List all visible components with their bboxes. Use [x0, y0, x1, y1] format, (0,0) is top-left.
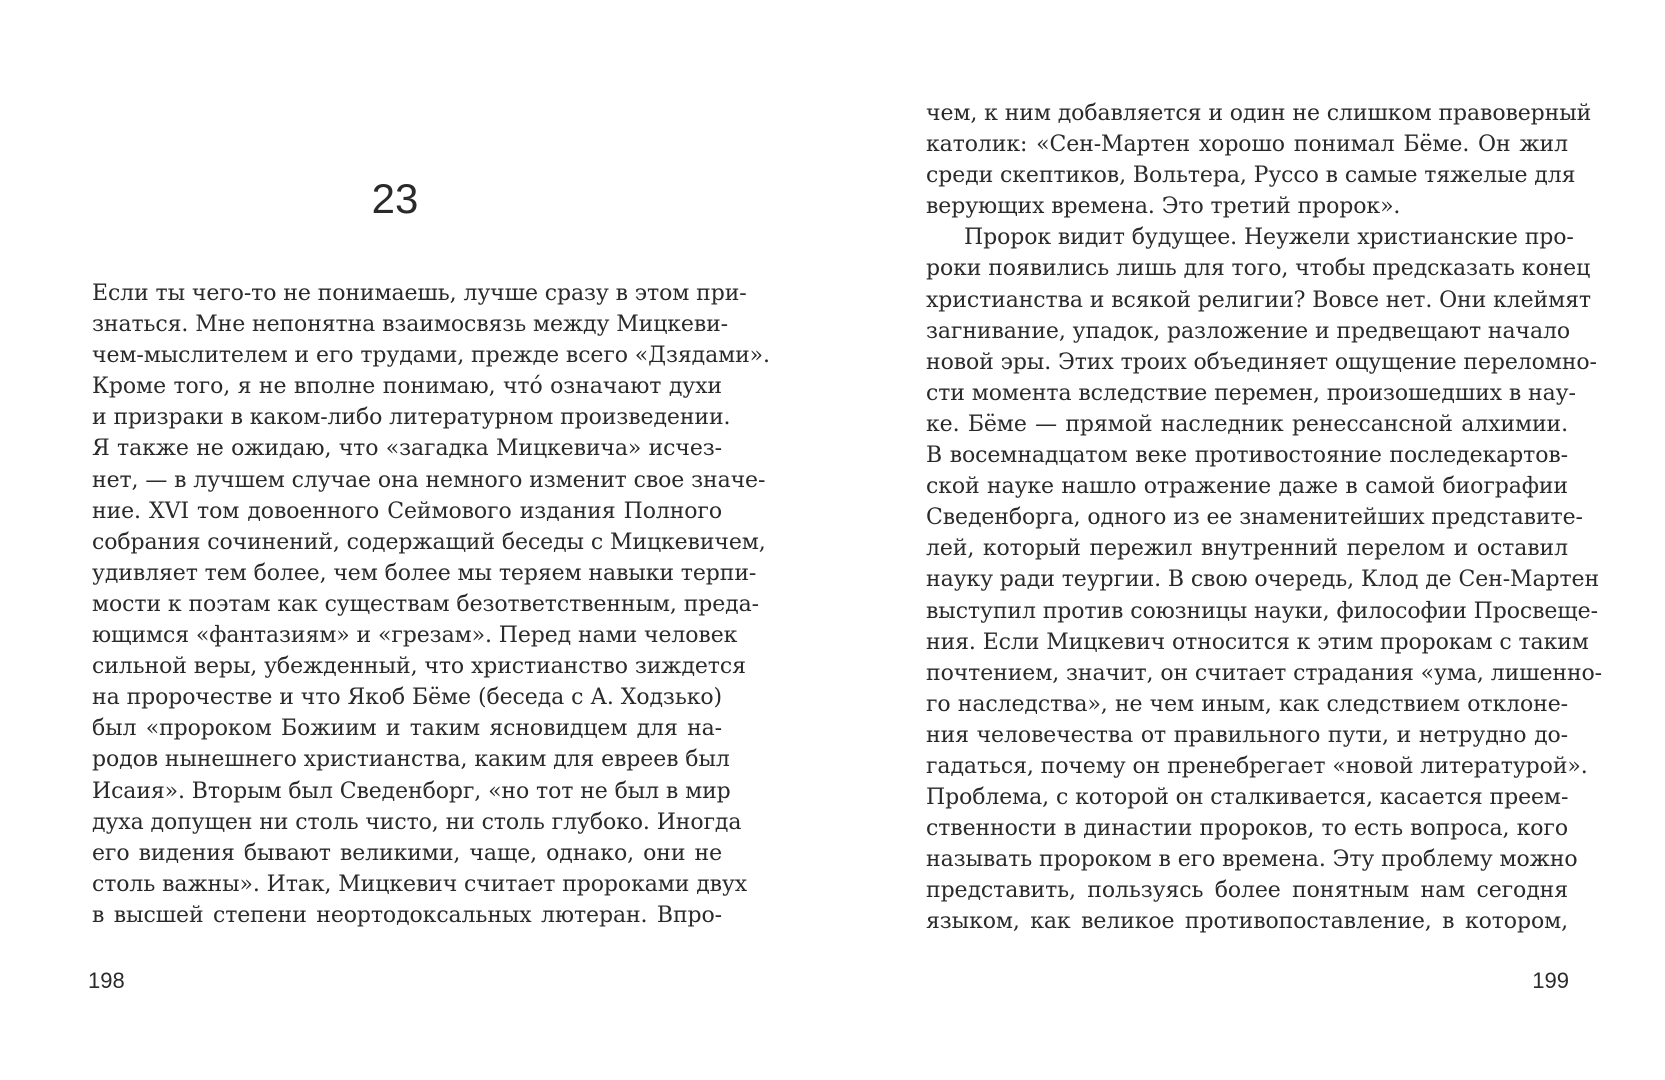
text-line: на пророчестве и что Якоб Бёме (беседа с А. Ходзько)	[92, 685, 722, 711]
text-line: его видения бывают великими, чаще, однако, они не	[92, 840, 722, 866]
text-line: почтением, значит, он считает страдания «ума, лишенно-	[926, 660, 1603, 686]
right-text-block	[926, 98, 1603, 938]
text-line: сильной веры, убежденный, что христианство зиждется	[92, 654, 746, 680]
chapter-number: 23	[371, 175, 419, 222]
text-line: христианства и всякой религии? Вовсе нет. Они клеймят	[926, 287, 1591, 313]
text-line: ния. Если Мицкевич относится к этим пророкам с таким	[926, 629, 1589, 655]
text-line: нет, — в лучшем случае она немного изменит свое значе-	[92, 467, 766, 493]
text-line: среди скептиков, Вольтера, Руссо в самые тяжелые для	[926, 163, 1576, 189]
text-line: го наследства», не чем иным, как следствием отклоне-	[926, 691, 1568, 717]
text-line: ской науке нашло отражение даже в самой биографии	[926, 474, 1568, 500]
text-line: ющимся «фантазиям» и «грезам». Перед нами человек	[92, 623, 738, 649]
text-line: был «пророком Божиим и таким ясновидцем для на-	[92, 716, 722, 742]
paragraph-end-line: верующих времена. Это третий пророк».	[926, 194, 1401, 220]
text-line: представить, пользуясь более понятным нам сегодня	[926, 878, 1568, 904]
text-line: удивляет тем более, чем более мы теряем навыки терпи-	[92, 560, 757, 586]
text-line: в высшей степени неортодоксальных лютеран. Впро-	[92, 902, 722, 928]
left-text-block	[92, 278, 770, 931]
text-line: и призраки в каком-либо литературном произведении.	[92, 405, 731, 431]
text-line: Кроме того, я не вполне понимаю, что́ означают духи	[92, 374, 722, 400]
text-line: науку ради теургии. В свою очередь, Клод де Сен-Мартен	[926, 567, 1600, 593]
text-line: столь важны». Итак, Мицкевич считает пророками двух	[92, 871, 748, 897]
text-line: католик: «Сен-Мартен хорошо понимал Бёме. Он жил	[926, 132, 1568, 158]
left-page	[0, 0, 830, 1080]
text-line: знаться. Мне непонятна взаимосвязь между Мицкеви-	[92, 312, 729, 338]
paragraph-first-line: Пророк видит будущее. Неужели христианские про-	[964, 225, 1574, 251]
page-number: 199	[1532, 968, 1569, 993]
page-number: 198	[88, 968, 125, 993]
text-line: Я также не ожидаю, что «загадка Мицкевича» исчез-	[92, 436, 722, 462]
text-line: чем, к ним добавляется и один не слишком правоверный	[926, 101, 1592, 126]
text-line: называть пророком в его времена. Эту проблему можно	[926, 847, 1578, 873]
text-line: В восемнадцатом веке противостояние последекартов-	[926, 443, 1568, 469]
text-line: чем-мыслителем и его трудами, прежде всего «Дзядами».	[92, 343, 770, 369]
text-line: роки появились лишь для того, чтобы предсказать конец	[926, 256, 1591, 282]
text-line: новой эры. Этих троих объединяет ощущение переломно-	[926, 349, 1597, 375]
text-line: сти момента вследствие перемен, произошедших в нау-	[926, 380, 1576, 406]
right-page	[830, 0, 1665, 1080]
text-line: языком, как великое противопоставление, в котором,	[926, 909, 1568, 935]
text-line: ние. XVI том довоенного Сеймового издания Полного	[92, 498, 722, 524]
text-line: духа допущен ни столь чисто, ни столь глубоко. Иногда	[92, 809, 742, 835]
text-line: родов нынешнего христианства, каким для евреев был	[92, 747, 730, 773]
text-line: ственности в династии пророков, то есть вопроса, кого	[926, 816, 1568, 842]
text-line: Исаия». Вторым был Сведенборг, «но тот не был в мир	[92, 778, 731, 804]
text-line: ния человечества от правильного пути, и нетрудно до-	[926, 722, 1568, 748]
text-line: выступил против союзницы науки, философии Просвеще-	[926, 598, 1598, 624]
text-line: Проблема, с которой он сталкивается, касается преем-	[926, 785, 1569, 811]
text-line: ке. Бёме — прямой наследник ренессансной алхимии.	[926, 411, 1568, 437]
text-line: Если ты чего-то не понимаешь, лучше сразу в этом при-	[92, 281, 747, 306]
text-line: лей, который пережил внутренний перелом и оставил	[926, 536, 1568, 562]
text-line: собрания сочинений, содержащий беседы с Мицкевичем,	[92, 529, 766, 555]
text-line: Сведенборга, одного из ее знаменитейших представите-	[926, 505, 1583, 531]
text-line: загнивание, упадок, разложение и предвещают начало	[926, 318, 1570, 344]
text-line: мости к поэтам как существам безответственным, преда-	[92, 591, 759, 617]
text-line: гадаться, почему он пренебрегает «новой литературой».	[926, 753, 1588, 779]
